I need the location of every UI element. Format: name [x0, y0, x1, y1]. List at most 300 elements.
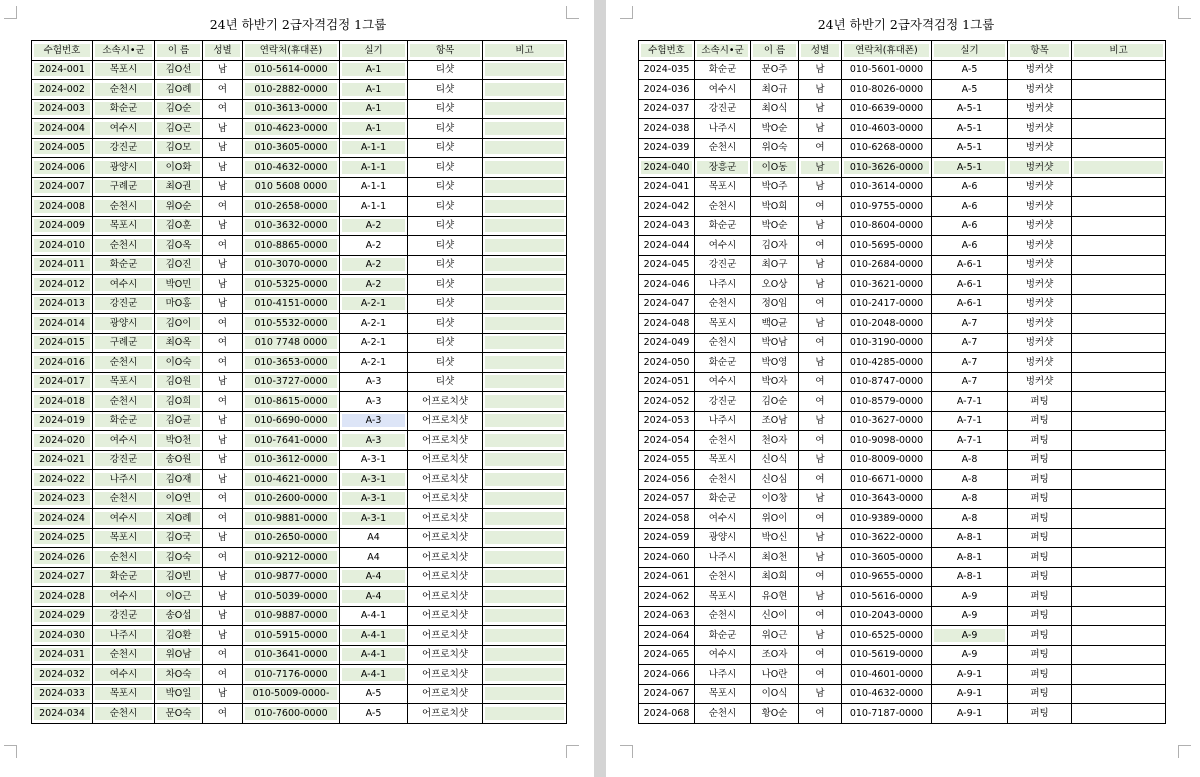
- practical-cell[interactable]: [340, 606, 408, 626]
- name-cell[interactable]: [751, 587, 799, 607]
- phone-cell[interactable]: [842, 236, 932, 256]
- phone-cell[interactable]: [842, 548, 932, 568]
- region-cell[interactable]: [695, 470, 751, 490]
- remarks-cell[interactable]: [1072, 177, 1166, 197]
- gender-cell[interactable]: [799, 470, 842, 490]
- phone-cell[interactable]: [842, 587, 932, 607]
- practical-cell[interactable]: [340, 567, 408, 587]
- phone-cell[interactable]: [842, 119, 932, 139]
- practical-cell[interactable]: [340, 470, 408, 490]
- gender-cell[interactable]: [203, 216, 243, 236]
- item-cell[interactable]: [1008, 645, 1072, 665]
- gender-cell[interactable]: [203, 645, 243, 665]
- remarks-cell[interactable]: [483, 353, 567, 373]
- remarks-cell[interactable]: [483, 392, 567, 412]
- practical-cell[interactable]: [340, 60, 408, 80]
- region-cell[interactable]: [695, 431, 751, 451]
- gender-cell[interactable]: [203, 177, 243, 197]
- exam-number-cell[interactable]: [639, 275, 695, 295]
- phone-cell[interactable]: [842, 645, 932, 665]
- remarks-cell[interactable]: [483, 275, 567, 295]
- region-cell[interactable]: [695, 411, 751, 431]
- phone-cell[interactable]: [842, 684, 932, 704]
- region-cell[interactable]: [695, 255, 751, 275]
- gender-cell[interactable]: [203, 509, 243, 529]
- practical-cell[interactable]: [340, 587, 408, 607]
- exam-number-cell[interactable]: [32, 528, 93, 548]
- region-cell[interactable]: [695, 450, 751, 470]
- remarks-cell[interactable]: [1072, 548, 1166, 568]
- exam-number-cell[interactable]: [639, 99, 695, 119]
- gender-cell[interactable]: [203, 489, 243, 509]
- exam-number-cell[interactable]: [32, 567, 93, 587]
- practical-cell[interactable]: [932, 372, 1008, 392]
- phone-cell[interactable]: [243, 314, 340, 334]
- name-cell[interactable]: [155, 684, 203, 704]
- practical-cell[interactable]: [340, 392, 408, 412]
- exam-number-cell[interactable]: [32, 587, 93, 607]
- remarks-cell[interactable]: [1072, 470, 1166, 490]
- exam-number-cell[interactable]: [32, 392, 93, 412]
- exam-number-cell[interactable]: [32, 353, 93, 373]
- name-cell[interactable]: [155, 314, 203, 334]
- region-cell[interactable]: [93, 665, 155, 685]
- practical-cell[interactable]: [932, 80, 1008, 100]
- remarks-cell[interactable]: [1072, 704, 1166, 724]
- item-cell[interactable]: [1008, 665, 1072, 685]
- exam-number-cell[interactable]: [639, 548, 695, 568]
- region-cell[interactable]: [695, 158, 751, 178]
- remarks-cell[interactable]: [483, 294, 567, 314]
- gender-cell[interactable]: [203, 294, 243, 314]
- gender-cell[interactable]: [799, 314, 842, 334]
- name-cell[interactable]: [751, 99, 799, 119]
- practical-cell[interactable]: [340, 548, 408, 568]
- practical-cell[interactable]: [340, 665, 408, 685]
- practical-cell[interactable]: [932, 431, 1008, 451]
- region-cell[interactable]: [695, 80, 751, 100]
- phone-cell[interactable]: [243, 626, 340, 646]
- name-cell[interactable]: [751, 353, 799, 373]
- gender-cell[interactable]: [203, 567, 243, 587]
- phone-cell[interactable]: [842, 431, 932, 451]
- exam-number-cell[interactable]: [639, 294, 695, 314]
- remarks-cell[interactable]: [1072, 138, 1166, 158]
- practical-cell[interactable]: [932, 236, 1008, 256]
- remarks-cell[interactable]: [1072, 587, 1166, 607]
- gender-cell[interactable]: [203, 684, 243, 704]
- exam-number-cell[interactable]: [639, 197, 695, 217]
- item-cell[interactable]: [408, 99, 483, 119]
- practical-cell[interactable]: [932, 392, 1008, 412]
- gender-cell[interactable]: [203, 372, 243, 392]
- exam-number-cell[interactable]: [32, 626, 93, 646]
- remarks-cell[interactable]: [483, 509, 567, 529]
- phone-cell[interactable]: [243, 450, 340, 470]
- practical-cell[interactable]: [340, 509, 408, 529]
- phone-cell[interactable]: [243, 489, 340, 509]
- exam-number-cell[interactable]: [639, 411, 695, 431]
- region-cell[interactable]: [93, 548, 155, 568]
- name-cell[interactable]: [155, 548, 203, 568]
- item-cell[interactable]: [1008, 236, 1072, 256]
- practical-cell[interactable]: [340, 119, 408, 139]
- name-cell[interactable]: [751, 255, 799, 275]
- practical-cell[interactable]: [932, 567, 1008, 587]
- exam-number-cell[interactable]: [32, 509, 93, 529]
- practical-cell[interactable]: [932, 665, 1008, 685]
- item-cell[interactable]: [408, 138, 483, 158]
- region-cell[interactable]: [93, 606, 155, 626]
- practical-cell[interactable]: [340, 489, 408, 509]
- region-cell[interactable]: [695, 119, 751, 139]
- item-cell[interactable]: [408, 353, 483, 373]
- item-cell[interactable]: [1008, 626, 1072, 646]
- item-cell[interactable]: [408, 626, 483, 646]
- item-cell[interactable]: [1008, 431, 1072, 451]
- remarks-cell[interactable]: [483, 567, 567, 587]
- remarks-cell[interactable]: [483, 158, 567, 178]
- name-cell[interactable]: [155, 450, 203, 470]
- phone-cell[interactable]: [243, 528, 340, 548]
- practical-cell[interactable]: [340, 294, 408, 314]
- remarks-cell[interactable]: [483, 587, 567, 607]
- region-cell[interactable]: [93, 431, 155, 451]
- phone-cell[interactable]: [842, 567, 932, 587]
- exam-number-cell[interactable]: [32, 704, 93, 724]
- name-cell[interactable]: [751, 567, 799, 587]
- gender-cell[interactable]: [203, 119, 243, 139]
- gender-cell[interactable]: [799, 60, 842, 80]
- name-cell[interactable]: [751, 528, 799, 548]
- exam-number-cell[interactable]: [32, 548, 93, 568]
- phone-cell[interactable]: [243, 294, 340, 314]
- item-cell[interactable]: [1008, 60, 1072, 80]
- item-cell[interactable]: [1008, 392, 1072, 412]
- practical-cell[interactable]: [932, 158, 1008, 178]
- region-cell[interactable]: [93, 99, 155, 119]
- remarks-cell[interactable]: [1072, 431, 1166, 451]
- phone-cell[interactable]: [842, 275, 932, 295]
- gender-cell[interactable]: [799, 177, 842, 197]
- gender-cell[interactable]: [799, 411, 842, 431]
- practical-cell[interactable]: [340, 138, 408, 158]
- gender-cell[interactable]: [203, 158, 243, 178]
- name-cell[interactable]: [155, 509, 203, 529]
- name-cell[interactable]: [155, 470, 203, 490]
- phone-cell[interactable]: [243, 548, 340, 568]
- item-cell[interactable]: [1008, 353, 1072, 373]
- name-cell[interactable]: [751, 509, 799, 529]
- practical-cell[interactable]: [932, 255, 1008, 275]
- gender-cell[interactable]: [203, 138, 243, 158]
- region-cell[interactable]: [93, 333, 155, 353]
- region-cell[interactable]: [695, 567, 751, 587]
- exam-number-cell[interactable]: [639, 255, 695, 275]
- remarks-cell[interactable]: [1072, 314, 1166, 334]
- practical-cell[interactable]: [340, 197, 408, 217]
- name-cell[interactable]: [155, 587, 203, 607]
- item-cell[interactable]: [1008, 548, 1072, 568]
- region-cell[interactable]: [93, 704, 155, 724]
- phone-cell[interactable]: [243, 392, 340, 412]
- remarks-cell[interactable]: [1072, 353, 1166, 373]
- phone-cell[interactable]: [243, 60, 340, 80]
- item-cell[interactable]: [408, 119, 483, 139]
- exam-number-cell[interactable]: [32, 333, 93, 353]
- region-cell[interactable]: [93, 470, 155, 490]
- name-cell[interactable]: [751, 489, 799, 509]
- item-cell[interactable]: [408, 489, 483, 509]
- remarks-cell[interactable]: [1072, 99, 1166, 119]
- gender-cell[interactable]: [799, 587, 842, 607]
- exam-number-cell[interactable]: [32, 645, 93, 665]
- region-cell[interactable]: [93, 177, 155, 197]
- remarks-cell[interactable]: [483, 548, 567, 568]
- name-cell[interactable]: [155, 489, 203, 509]
- gender-cell[interactable]: [799, 684, 842, 704]
- gender-cell[interactable]: [203, 236, 243, 256]
- practical-cell[interactable]: [340, 372, 408, 392]
- phone-cell[interactable]: [842, 99, 932, 119]
- item-cell[interactable]: [408, 665, 483, 685]
- remarks-cell[interactable]: [1072, 567, 1166, 587]
- remarks-cell[interactable]: [1072, 411, 1166, 431]
- phone-cell[interactable]: [243, 255, 340, 275]
- item-cell[interactable]: [1008, 704, 1072, 724]
- phone-cell[interactable]: [842, 606, 932, 626]
- item-cell[interactable]: [408, 509, 483, 529]
- item-cell[interactable]: [1008, 489, 1072, 509]
- gender-cell[interactable]: [203, 411, 243, 431]
- practical-cell[interactable]: [340, 704, 408, 724]
- practical-cell[interactable]: [932, 489, 1008, 509]
- gender-cell[interactable]: [799, 372, 842, 392]
- exam-number-cell[interactable]: [32, 236, 93, 256]
- exam-number-cell[interactable]: [32, 119, 93, 139]
- remarks-cell[interactable]: [1072, 665, 1166, 685]
- name-cell[interactable]: [751, 626, 799, 646]
- region-cell[interactable]: [93, 450, 155, 470]
- name-cell[interactable]: [751, 431, 799, 451]
- region-cell[interactable]: [695, 392, 751, 412]
- remarks-cell[interactable]: [1072, 684, 1166, 704]
- remarks-cell[interactable]: [483, 216, 567, 236]
- exam-number-cell[interactable]: [32, 158, 93, 178]
- item-cell[interactable]: [408, 704, 483, 724]
- region-cell[interactable]: [695, 587, 751, 607]
- exam-number-cell[interactable]: [32, 450, 93, 470]
- exam-number-cell[interactable]: [32, 294, 93, 314]
- item-cell[interactable]: [1008, 216, 1072, 236]
- gender-cell[interactable]: [799, 255, 842, 275]
- name-cell[interactable]: [155, 275, 203, 295]
- name-cell[interactable]: [155, 138, 203, 158]
- gender-cell[interactable]: [203, 392, 243, 412]
- exam-number-cell[interactable]: [32, 606, 93, 626]
- remarks-cell[interactable]: [483, 372, 567, 392]
- item-cell[interactable]: [1008, 255, 1072, 275]
- phone-cell[interactable]: [842, 372, 932, 392]
- phone-cell[interactable]: [842, 665, 932, 685]
- exam-number-cell[interactable]: [639, 587, 695, 607]
- exam-number-cell[interactable]: [639, 372, 695, 392]
- gender-cell[interactable]: [799, 333, 842, 353]
- name-cell[interactable]: [155, 626, 203, 646]
- name-cell[interactable]: [155, 372, 203, 392]
- exam-number-cell[interactable]: [639, 704, 695, 724]
- practical-cell[interactable]: [340, 431, 408, 451]
- item-cell[interactable]: [1008, 158, 1072, 178]
- gender-cell[interactable]: [203, 197, 243, 217]
- exam-number-cell[interactable]: [639, 645, 695, 665]
- practical-cell[interactable]: [340, 314, 408, 334]
- name-cell[interactable]: [751, 645, 799, 665]
- phone-cell[interactable]: [842, 294, 932, 314]
- practical-cell[interactable]: [340, 80, 408, 100]
- remarks-cell[interactable]: [1072, 489, 1166, 509]
- name-cell[interactable]: [751, 665, 799, 685]
- phone-cell[interactable]: [842, 392, 932, 412]
- exam-number-cell[interactable]: [639, 158, 695, 178]
- remarks-cell[interactable]: [483, 411, 567, 431]
- item-cell[interactable]: [1008, 80, 1072, 100]
- name-cell[interactable]: [751, 470, 799, 490]
- gender-cell[interactable]: [203, 275, 243, 295]
- remarks-cell[interactable]: [1072, 216, 1166, 236]
- item-cell[interactable]: [1008, 606, 1072, 626]
- exam-number-cell[interactable]: [639, 80, 695, 100]
- gender-cell[interactable]: [799, 528, 842, 548]
- item-cell[interactable]: [408, 450, 483, 470]
- gender-cell[interactable]: [799, 138, 842, 158]
- phone-cell[interactable]: [842, 704, 932, 724]
- phone-cell[interactable]: [842, 255, 932, 275]
- name-cell[interactable]: [155, 99, 203, 119]
- phone-cell[interactable]: [842, 450, 932, 470]
- region-cell[interactable]: [93, 489, 155, 509]
- name-cell[interactable]: [751, 606, 799, 626]
- item-cell[interactable]: [1008, 450, 1072, 470]
- gender-cell[interactable]: [799, 119, 842, 139]
- practical-cell[interactable]: [340, 236, 408, 256]
- region-cell[interactable]: [93, 587, 155, 607]
- practical-cell[interactable]: [340, 255, 408, 275]
- region-cell[interactable]: [695, 353, 751, 373]
- exam-number-cell[interactable]: [32, 255, 93, 275]
- remarks-cell[interactable]: [1072, 255, 1166, 275]
- remarks-cell[interactable]: [483, 684, 567, 704]
- phone-cell[interactable]: [243, 138, 340, 158]
- exam-number-cell[interactable]: [639, 489, 695, 509]
- practical-cell[interactable]: [932, 138, 1008, 158]
- exam-number-cell[interactable]: [32, 489, 93, 509]
- phone-cell[interactable]: [842, 314, 932, 334]
- gender-cell[interactable]: [799, 197, 842, 217]
- name-cell[interactable]: [751, 411, 799, 431]
- practical-cell[interactable]: [340, 411, 408, 431]
- item-cell[interactable]: [408, 372, 483, 392]
- remarks-cell[interactable]: [483, 314, 567, 334]
- name-cell[interactable]: [751, 60, 799, 80]
- gender-cell[interactable]: [799, 99, 842, 119]
- item-cell[interactable]: [408, 275, 483, 295]
- exam-number-cell[interactable]: [639, 626, 695, 646]
- phone-cell[interactable]: [243, 372, 340, 392]
- item-cell[interactable]: [1008, 119, 1072, 139]
- item-cell[interactable]: [408, 567, 483, 587]
- region-cell[interactable]: [695, 177, 751, 197]
- item-cell[interactable]: [408, 528, 483, 548]
- region-cell[interactable]: [93, 275, 155, 295]
- phone-cell[interactable]: [243, 353, 340, 373]
- phone-cell[interactable]: [243, 177, 340, 197]
- name-cell[interactable]: [751, 138, 799, 158]
- practical-cell[interactable]: [340, 645, 408, 665]
- name-cell[interactable]: [155, 294, 203, 314]
- region-cell[interactable]: [93, 645, 155, 665]
- exam-number-cell[interactable]: [32, 197, 93, 217]
- practical-cell[interactable]: [932, 60, 1008, 80]
- remarks-cell[interactable]: [1072, 60, 1166, 80]
- gender-cell[interactable]: [799, 626, 842, 646]
- name-cell[interactable]: [155, 216, 203, 236]
- phone-cell[interactable]: [842, 80, 932, 100]
- exam-number-cell[interactable]: [639, 119, 695, 139]
- item-cell[interactable]: [408, 587, 483, 607]
- practical-cell[interactable]: [340, 684, 408, 704]
- practical-cell[interactable]: [340, 216, 408, 236]
- region-cell[interactable]: [695, 704, 751, 724]
- item-cell[interactable]: [408, 645, 483, 665]
- name-cell[interactable]: [155, 177, 203, 197]
- practical-cell[interactable]: [932, 704, 1008, 724]
- name-cell[interactable]: [155, 119, 203, 139]
- item-cell[interactable]: [408, 392, 483, 412]
- region-cell[interactable]: [93, 119, 155, 139]
- phone-cell[interactable]: [243, 216, 340, 236]
- name-cell[interactable]: [751, 704, 799, 724]
- phone-cell[interactable]: [842, 138, 932, 158]
- remarks-cell[interactable]: [483, 177, 567, 197]
- item-cell[interactable]: [1008, 314, 1072, 334]
- name-cell[interactable]: [751, 80, 799, 100]
- practical-cell[interactable]: [932, 626, 1008, 646]
- gender-cell[interactable]: [203, 60, 243, 80]
- remarks-cell[interactable]: [1072, 80, 1166, 100]
- remarks-cell[interactable]: [1072, 509, 1166, 529]
- gender-cell[interactable]: [799, 645, 842, 665]
- exam-number-cell[interactable]: [32, 275, 93, 295]
- practical-cell[interactable]: [932, 606, 1008, 626]
- practical-cell[interactable]: [340, 528, 408, 548]
- gender-cell[interactable]: [203, 587, 243, 607]
- practical-cell[interactable]: [932, 470, 1008, 490]
- remarks-cell[interactable]: [483, 255, 567, 275]
- item-cell[interactable]: [408, 216, 483, 236]
- gender-cell[interactable]: [203, 255, 243, 275]
- name-cell[interactable]: [155, 665, 203, 685]
- exam-number-cell[interactable]: [639, 60, 695, 80]
- item-cell[interactable]: [408, 177, 483, 197]
- gender-cell[interactable]: [799, 509, 842, 529]
- gender-cell[interactable]: [799, 665, 842, 685]
- exam-number-cell[interactable]: [32, 314, 93, 334]
- phone-cell[interactable]: [842, 489, 932, 509]
- name-cell[interactable]: [751, 119, 799, 139]
- exam-number-cell[interactable]: [639, 236, 695, 256]
- region-cell[interactable]: [695, 606, 751, 626]
